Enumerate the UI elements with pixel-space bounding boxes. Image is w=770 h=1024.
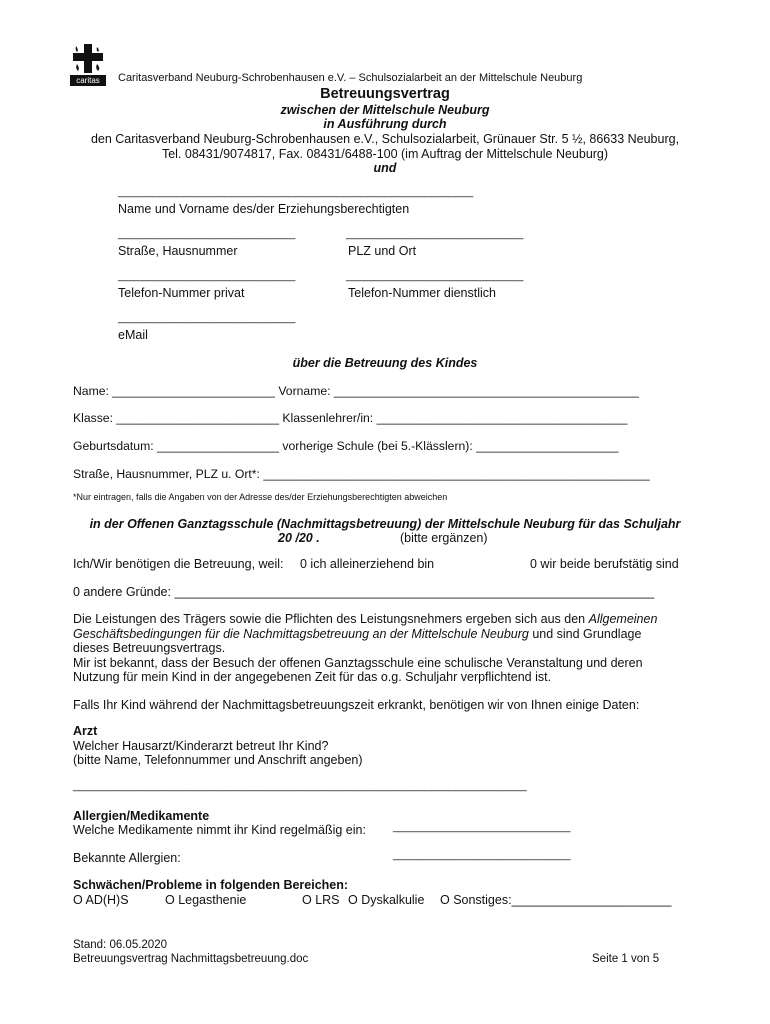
option-other-reasons[interactable]: 0 andere Gründe: _____________________________________________________________________ [73,585,655,599]
medications-line[interactable]: _____________________________ [393,821,571,833]
terms-text-2: und sind Grundlage [532,626,642,641]
phone-work-label: Telefon-Nummer dienstlich [348,286,496,300]
terms-text-1: Die Leistungen des Trägers sowie die Pflichten des Leistungsnehmers ergeben sich aus den [73,612,586,626]
terms-italic-2: Geschäftsbedingungen für die Nachmittagsbetreuung an der Mittelschule Neuburg [73,626,529,641]
option-dyskalkulie[interactable]: O Dyskalkulie [348,893,425,907]
need-label: Ich/Wir benötigen die Betreuung, weil: [73,557,284,571]
street-line[interactable]: _____________________________ [118,228,296,240]
address-line-2: Tel. 08431/9074817, Fax. 08431/6488-100 (im Auftrag der Mittelschule Neuburg) [161,147,609,161]
footer-page-number: Seite 1 von 5 [592,953,660,965]
email-label: eMail [118,328,148,342]
option-legasthenie[interactable]: O Legasthenie [165,893,247,907]
guardian-name-label: Name und Vorname des/der Erziehungsberechtigten [118,202,410,216]
subtitle-between: zwischen der Mittelschule Neuburg [280,103,490,117]
child-heading: über die Betreuung des Kindes [292,356,478,370]
child-birth-row[interactable]: Geburtsdatum: __________________ vorherige Schule (bei 5.-Klässlern): _____________________ [73,439,619,453]
caritas-wordmark: caritas [70,75,106,86]
doctor-hint: (bitte Name, Telefonnummer und Anschrift angeben) [73,753,363,767]
street-label: Straße, Hausnummer [118,244,238,258]
ogts-heading: in der Offenen Ganztagsschule (Nachmittagsbetreuung) der Mittelschule Neuburg für das Schuljahr [89,517,681,531]
terms-paragraph [73,612,703,685]
school-year-field[interactable]: 20 /20 . [278,531,320,545]
option-sonstiges[interactable]: O Sonstiges:_______________________ [440,893,672,907]
guardian-name-line[interactable]: ____________________________________________________________ [118,186,474,198]
child-class-row[interactable]: Klasse: ________________________ Klassenlehrer/in: _____________________________________ [73,411,628,425]
phone-private-label: Telefon-Nummer privat [118,286,245,300]
option-single-parent[interactable]: 0 ich alleinerziehend bin [300,557,435,571]
doctor-question: Welcher Hausarzt/Kinderarzt betreut Ihr Kind? [73,739,329,753]
terms-text-5: Nutzung für mein Kind in der angegebenen Zeit für das o.g. Schuljahr verpflichtend ist. [73,670,552,684]
org-line: Caritasverband Neuburg-Schrobenhausen e.V. – Schulsozialarbeit an der Mittelschule Neuburg [118,72,583,84]
plz-label: PLZ und Ort [348,244,417,258]
allergies-label: Bekannte Allergien: [73,851,181,865]
phone-work-line[interactable]: _____________________________ [346,270,524,282]
option-adhs[interactable]: O AD(H)S [73,893,129,907]
terms-text-3: dieses Betreuungsvertrags. [73,641,226,655]
terms-italic-1: Allgemeinen [588,612,658,626]
und-label: und [373,161,397,175]
option-lrs[interactable]: O LRS [302,893,340,907]
phone-private-line[interactable]: _____________________________ [118,270,296,282]
child-footnote: *Nur eintragen, falls die Angaben von der Adresse des/der Erziehungsberechtigten abweichen [73,492,448,502]
caritas-cross-flame-icon [70,42,106,75]
allergies-heading: Allergien/Medikamente [73,809,210,823]
option-both-working[interactable]: 0 wir beide berufstätig sind [530,557,679,571]
caritas-logo [70,42,106,86]
sick-note: Falls Ihr Kind während der Nachmittagsbetreuungszeit erkrankt, benötigen wir von Ihnen einige Daten: [73,698,640,712]
school-year-hint: (bitte ergänzen) [400,531,488,545]
child-address-row[interactable]: Straße, Hausnummer, PLZ u. Ort*: _________________________________________________________ [73,467,650,481]
address-line-1: den Caritasverband Neuburg-Schrobenhausen e.V., Schulsozialarbeit, Grünauer Str. 5 ½, 86633 Neuburg, [90,132,680,146]
subtitle-execution: in Ausführung durch [323,117,447,131]
footer-filename: Betreuungsvertrag Nachmittagsbetreuung.doc [73,953,309,965]
weaknesses-heading: Schwächen/Probleme in folgenden Bereichen: [73,878,349,892]
allergies-line[interactable]: _____________________________ [393,849,571,861]
terms-text-4: Mir ist bekannt, dass der Besuch der offenen Ganztagsschule eine schulische Veranstaltung und deren [73,655,643,670]
doctor-line[interactable]: ____________________________________________________________________________ [73,780,527,792]
medications-label: Welche Medikamente nimmt ihr Kind regelmäßig ein: [73,823,366,837]
page-title: Betreuungsvertrag [320,86,450,102]
plz-line[interactable]: _____________________________ [346,228,524,240]
footer-stand: Stand: 06.05.2020 [73,939,167,951]
email-line[interactable]: _____________________________ [118,312,296,324]
doctor-heading: Arzt [73,724,98,738]
child-name-row[interactable]: Name: ________________________ Vorname: _____________________________________________ [73,384,639,398]
